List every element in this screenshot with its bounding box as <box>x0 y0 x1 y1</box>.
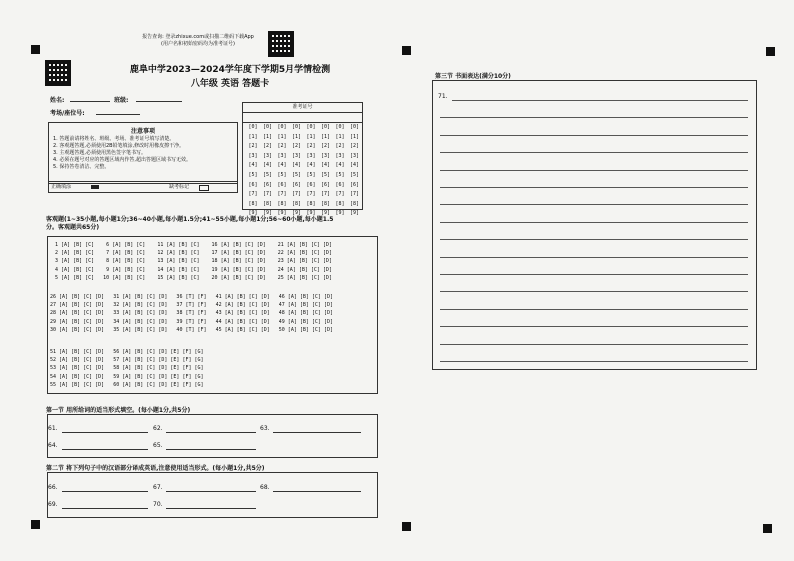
exam-id-bubble[interactable]: [7] <box>277 191 287 198</box>
exam-subtitle: 八年级 英语 答题卡 <box>190 79 270 89</box>
objective-heading-line: 客观题(1~35小题,每小题1分;36~40小题,每小题1.5分;41~55小题,每小题1分;56~60小题,每小题1.5 <box>46 216 334 223</box>
exam-id-bubble[interactable]: [7] <box>306 191 316 198</box>
exam-title: 鹿阜中学2023—2024学年度下学期5月学情检测 <box>129 65 331 75</box>
exam-id-bubble[interactable]: [5] <box>248 171 258 178</box>
alignment-mark <box>766 47 775 56</box>
writing-line[interactable] <box>440 117 748 118</box>
exam-id-bubble[interactable]: [5] <box>320 171 331 178</box>
alignment-mark <box>402 46 411 55</box>
exam-id-column[interactable] <box>275 123 289 219</box>
absent-checkbox[interactable] <box>199 185 209 191</box>
exam-id-bubble[interactable]: [1] <box>248 133 258 140</box>
writing-line[interactable] <box>440 239 748 240</box>
choice-row[interactable]: 3 [A] [B] [C] 8 [A] [B] [C] 13 [A] [B] [C] 18 [A] [B] [C] [D] 23 [A] [B] [C] [D] <box>52 258 332 265</box>
question-number: 68. <box>260 484 270 491</box>
choice-row[interactable]: 5 [A] [B] [C] 10 [A] [B] [C] 15 [A] [B] [C] 20 [A] [B] [C] [D] 25 [A] [B] [C] [D] <box>52 274 332 281</box>
exam-id-bubble[interactable]: [3] <box>248 152 258 159</box>
exam-id-bubble[interactable]: [9] <box>335 210 345 217</box>
alignment-mark <box>31 520 40 529</box>
writing-line[interactable] <box>440 309 748 310</box>
exam-id-bubble[interactable]: [9] <box>306 210 316 217</box>
exam-id-bubble[interactable]: [1] <box>291 133 302 140</box>
exam-id-bubble[interactable]: [4] <box>262 162 273 169</box>
exam-id-column[interactable] <box>333 123 347 219</box>
choice-row[interactable]: 55 [A] [B] [C] [D] 60 [A] [B] [C] [D] [E] [F] [G] <box>50 381 204 388</box>
writing-line[interactable] <box>440 222 748 223</box>
exam-id-bubble[interactable]: [0] <box>320 124 331 130</box>
choice-row[interactable]: 54 [A] [B] [C] [D] 59 [A] [B] [C] [D] [E] [F] [G] <box>50 373 204 380</box>
notice-title: 注意事项 <box>130 128 155 135</box>
exam-id-bubble[interactable]: [5] <box>349 171 360 178</box>
question-number: 65. <box>153 442 163 449</box>
exam-id-bubble[interactable]: [2] <box>291 143 302 150</box>
writing-line[interactable] <box>440 344 748 345</box>
objective-answer-box <box>47 236 378 394</box>
notice-item: 4. 必须在题号对应的答题区域内作答,超出答题区域书写无效。 <box>53 157 191 163</box>
report-notice <box>128 34 268 48</box>
qr-code-icon <box>268 31 294 57</box>
exam-id-bubble[interactable]: [3] <box>306 152 316 159</box>
choice-row[interactable]: 26 [A] [B] [C] [D] 31 [A] [B] [C] [D] 36 [T] [F] 41 [A] [B] [C] [D] 46 [A] [B] [C] [D] <box>50 294 333 300</box>
choice-row[interactable]: 51 [A] [B] [C] [D] 56 [A] [B] [C] [D] [E] [F] [G] <box>50 349 204 355</box>
exam-id-bubble[interactable]: [4] <box>277 162 287 169</box>
objective-heading-line: 分。客观题共65分) <box>46 224 100 231</box>
exam-id-bubble[interactable]: [4] <box>320 162 331 169</box>
exam-id-bubble[interactable]: [6] <box>291 181 302 188</box>
writing-line[interactable] <box>440 274 748 275</box>
exam-id-bubble[interactable]: [8] <box>306 200 316 207</box>
writing-line[interactable] <box>440 204 748 205</box>
class-label: 班级: <box>114 97 129 104</box>
section2-box <box>47 472 378 518</box>
exam-id-bubble[interactable]: [5] <box>291 171 302 178</box>
exam-id-bubble[interactable]: [2] <box>262 143 273 150</box>
exam-id-bubble[interactable]: [8] <box>262 200 273 207</box>
question-number: 62. <box>153 425 163 432</box>
exam-id-bubble[interactable]: [0] <box>248 124 258 130</box>
exam-id-bubble[interactable]: [0] <box>306 124 316 130</box>
choice-row[interactable]: 30 [A] [B] [C] [D] 35 [A] [B] [C] [D] 40 [T] [F] 45 [A] [B] [C] [D] 50 [A] [B] [C] [D] <box>50 326 333 333</box>
notice-item: 1. 答题前请将姓名、班级、考场、准考证号填写清楚。 <box>53 136 175 142</box>
choice-row[interactable]: 28 [A] [B] [C] [D] 33 [A] [B] [C] [D] 38 [T] [F] 43 [A] [B] [C] [D] 48 [A] [B] [C] [D] <box>50 310 333 317</box>
name-label: 姓名: <box>50 97 65 104</box>
exam-id-bubble[interactable]: [9] <box>320 210 331 217</box>
objective-heading <box>46 216 376 232</box>
section1-heading: 第一节 用所给词的适当形式填空。(每小题1分,共5分) <box>46 407 191 414</box>
exam-id-bubble[interactable]: [0] <box>291 124 302 130</box>
exam-id-bubble[interactable]: [4] <box>306 162 316 169</box>
answer-line-66[interactable] <box>62 491 148 492</box>
exam-id-bubble[interactable]: [9] <box>291 210 302 217</box>
section1-box <box>47 414 378 458</box>
exam-id-bubble[interactable]: [9] <box>262 210 273 217</box>
writing-line[interactable] <box>440 170 748 171</box>
answer-line-65[interactable] <box>166 449 256 450</box>
question-number: 61. <box>48 425 58 432</box>
writing-line[interactable] <box>440 291 748 292</box>
exam-id-bubble[interactable]: [2] <box>349 143 360 150</box>
exam-id-column[interactable] <box>304 123 318 219</box>
exam-id-write-row <box>243 112 362 123</box>
exam-id-bubble[interactable]: [2] <box>335 143 345 150</box>
answer-line-67[interactable] <box>166 491 256 492</box>
exam-id-bubble[interactable]: [0] <box>277 124 287 130</box>
exam-id-bubble[interactable]: [2] <box>277 143 287 150</box>
exam-id-bubble[interactable]: [3] <box>320 152 331 159</box>
exam-id-title: 准考证号 <box>292 104 313 110</box>
writing-line[interactable] <box>452 100 748 101</box>
exam-id-bubble[interactable]: [4] <box>248 162 258 169</box>
exam-id-bubble[interactable]: [6] <box>335 181 345 188</box>
choice-row[interactable]: 52 [A] [B] [C] [D] 57 [A] [B] [C] [D] [E] [F] [G] <box>50 357 204 364</box>
notice-item: 3. 主观题答题,必须使用黑色签字笔书写。 <box>53 150 146 156</box>
fill-example-box <box>48 181 238 193</box>
answer-line-68[interactable] <box>273 491 361 492</box>
exam-id-bubble[interactable]: [6] <box>248 181 258 188</box>
correct-fill-sample <box>91 185 99 189</box>
qr-code-icon <box>45 60 71 86</box>
choice-row[interactable]: 1 [A] [B] [C] 6 [A] [B] [C] 11 [A] [B] [C] 16 [A] [B] [C] [D] 21 [A] [B] [C] [D] <box>52 242 332 248</box>
exam-id-bubble[interactable]: [8] <box>349 200 360 207</box>
writing-line[interactable] <box>440 187 748 188</box>
exam-id-bubble[interactable]: [8] <box>335 200 345 207</box>
notice-item: 2. 客观题答题,必须使用2B铅笔填涂,修改时用橡皮擦干净。 <box>53 143 185 149</box>
exam-id-bubble[interactable]: [1] <box>277 133 287 140</box>
answer-line-62[interactable] <box>166 432 256 433</box>
exam-id-bubble[interactable]: [7] <box>335 191 345 198</box>
room-field[interactable] <box>96 114 140 115</box>
answer-line-64[interactable] <box>62 449 148 450</box>
question-number: 69. <box>48 501 58 508</box>
choice-row[interactable]: 27 [A] [B] [C] [D] 32 [A] [B] [C] [D] 37 [T] [F] 42 [A] [B] [C] [D] 47 [A] [B] [C] [D] <box>50 302 333 309</box>
exam-id-grid <box>242 102 363 217</box>
exam-id-bubble[interactable]: [6] <box>306 181 316 188</box>
exam-id-bubble[interactable]: [6] <box>349 181 360 188</box>
answer-line-61[interactable] <box>62 432 148 433</box>
exam-id-bubble[interactable]: [3] <box>335 152 345 159</box>
choice-row[interactable]: 2 [A] [B] [C] 7 [A] [B] [C] 12 [A] [B] [C] 17 [A] [B] [C] [D] 22 [A] [B] [C] [D] <box>52 250 332 257</box>
name-field[interactable] <box>70 101 110 102</box>
exam-id-bubble[interactable]: [1] <box>306 133 316 140</box>
exam-id-column[interactable] <box>261 123 275 219</box>
exam-id-bubble[interactable]: [8] <box>291 200 302 207</box>
exam-id-bubble[interactable]: [8] <box>248 200 258 207</box>
exam-id-bubble[interactable]: [3] <box>349 152 360 159</box>
writing-line[interactable] <box>440 135 748 136</box>
exam-id-bubble[interactable]: [5] <box>335 171 345 178</box>
exam-id-bubble[interactable]: [5] <box>306 171 316 178</box>
exam-id-bubble[interactable]: [0] <box>349 124 360 130</box>
writing-line[interactable] <box>440 152 748 153</box>
notice-box <box>48 122 238 184</box>
exam-id-bubble[interactable]: [6] <box>277 181 287 188</box>
question-number: 70. <box>153 501 163 508</box>
choice-row[interactable]: 53 [A] [B] [C] [D] 58 [A] [B] [C] [D] [E] [F] [G] <box>50 365 204 372</box>
exam-id-bubble[interactable]: [9] <box>277 210 287 217</box>
exam-id-bubble[interactable]: [6] <box>320 181 331 188</box>
question-number: 71. <box>438 93 448 100</box>
exam-id-bubble[interactable]: [9] <box>349 210 360 217</box>
exam-id-column[interactable] <box>290 123 304 219</box>
choice-row[interactable]: 29 [A] [B] [C] [D] 34 [A] [B] [C] [D] 39 [T] [F] 44 [A] [B] [C] [D] 49 [A] [B] [C] [D] <box>50 318 333 325</box>
question-number: 64. <box>48 442 58 449</box>
exam-id-bubble[interactable]: [5] <box>277 171 287 178</box>
exam-id-bubble[interactable]: [7] <box>320 191 331 198</box>
exam-id-bubble[interactable]: [1] <box>349 133 360 140</box>
exam-id-bubble[interactable]: [7] <box>262 191 273 198</box>
correct-fill-label: 正确填涂 <box>51 184 72 190</box>
exam-id-bubble[interactable]: [0] <box>335 124 345 130</box>
report-notice-line2: (用户名和初始密码均为准考证号) <box>161 41 235 47</box>
choice-row[interactable]: 4 [A] [B] [C] 9 [A] [B] [C] 14 [A] [B] [C] 19 [A] [B] [C] [D] 24 [A] [B] [C] [D] <box>52 266 332 273</box>
exam-id-bubble[interactable]: [1] <box>262 133 273 140</box>
writing-line[interactable] <box>440 326 748 327</box>
exam-id-bubble[interactable]: [4] <box>335 162 345 169</box>
section3-heading: 第三节 书面表达(满分10分) <box>435 73 511 80</box>
alignment-mark <box>763 524 772 533</box>
exam-id-bubble[interactable]: [7] <box>349 191 360 198</box>
absent-label: 缺考标记 <box>169 184 190 190</box>
alignment-mark <box>31 45 40 54</box>
exam-id-bubble[interactable]: [8] <box>320 200 331 207</box>
answer-line-63[interactable] <box>273 432 361 433</box>
exam-id-bubble[interactable]: [7] <box>291 191 302 198</box>
exam-id-bubble[interactable]: [4] <box>349 162 360 169</box>
answer-line-69[interactable] <box>62 508 148 509</box>
exam-id-bubble[interactable]: [2] <box>248 143 258 150</box>
exam-id-bubble[interactable]: [2] <box>320 143 331 150</box>
exam-id-bubble[interactable]: [6] <box>262 181 273 188</box>
exam-id-bubble[interactable]: [1] <box>335 133 345 140</box>
exam-id-bubble[interactable]: [7] <box>248 191 258 198</box>
class-field[interactable] <box>136 101 182 102</box>
exam-id-bubble[interactable]: [3] <box>277 152 287 159</box>
exam-id-bubble[interactable]: [0] <box>262 124 273 130</box>
exam-id-bubble[interactable]: [3] <box>291 152 302 159</box>
section2-heading: 第二节 将下列句子中的汉语部分译成英语,注意使用适当形式。(每小题1分,共5分) <box>46 465 265 472</box>
exam-id-bubble[interactable]: [4] <box>291 162 302 169</box>
exam-id-bubble[interactable]: [8] <box>277 200 287 207</box>
exam-id-bubble[interactable]: [1] <box>320 133 331 140</box>
notice-item: 5. 保持答卷清洁、完整。 <box>53 164 110 170</box>
exam-id-bubble[interactable]: [5] <box>262 171 273 178</box>
writing-line[interactable] <box>440 257 748 258</box>
writing-line[interactable] <box>440 361 748 362</box>
question-number: 67. <box>153 484 163 491</box>
question-number: 66. <box>48 484 58 491</box>
exam-id-bubble[interactable]: [3] <box>262 152 273 159</box>
answer-line-70[interactable] <box>166 508 256 509</box>
question-number: 63. <box>260 425 270 432</box>
exam-id-bubble[interactable]: [2] <box>306 143 316 150</box>
alignment-mark <box>402 522 411 531</box>
room-label: 考场/座位号: <box>50 110 85 117</box>
exam-id-column[interactable] <box>319 123 333 219</box>
exam-id-column[interactable] <box>246 123 260 219</box>
report-notice-line1: 报告查询: 登录zhixue.com或扫描二维码下载App <box>142 34 254 40</box>
exam-id-bubble[interactable]: [9] <box>248 210 258 217</box>
exam-id-column[interactable] <box>348 123 362 219</box>
